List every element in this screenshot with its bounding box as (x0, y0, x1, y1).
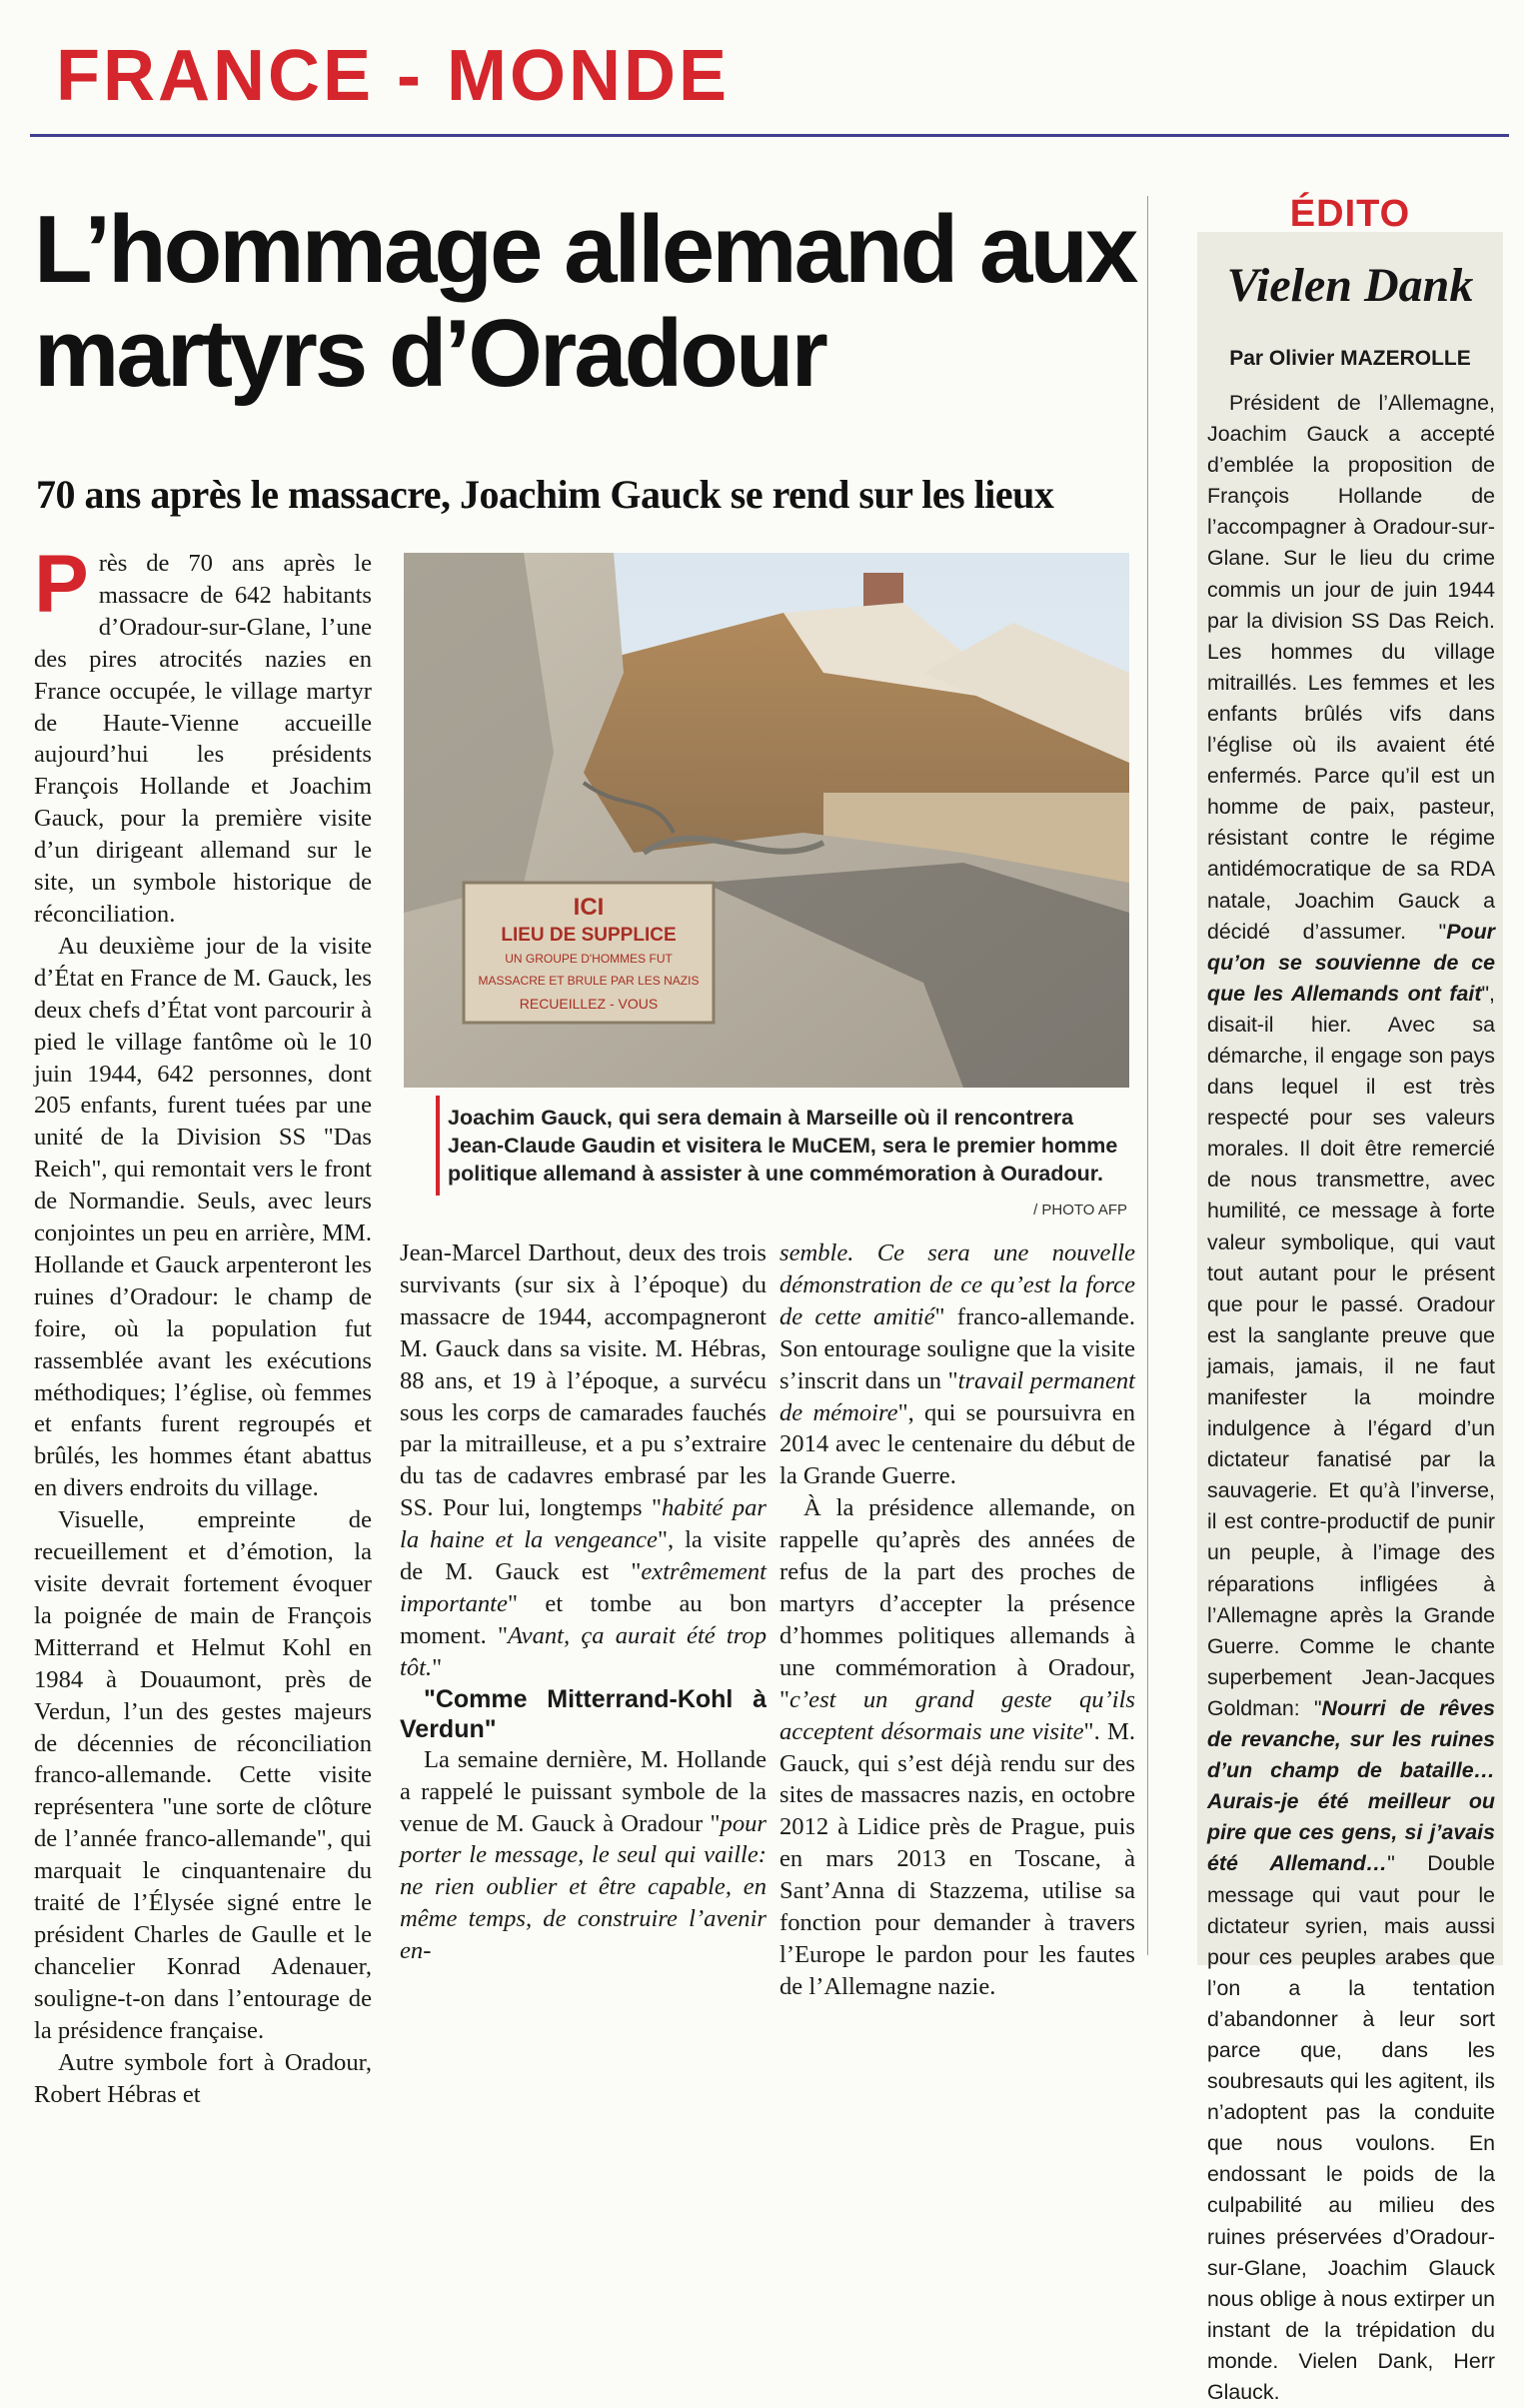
sign-line: MASSACRE ET BRULE PAR LES NAZIS (478, 974, 700, 988)
article-column-3 (779, 1237, 1135, 2000)
article-column-1 (34, 539, 372, 2108)
rubric-rule (30, 134, 1509, 137)
sign-line: RECUEILLEZ - VOUS (519, 996, 659, 1012)
article-paragraph: Au deuxième jour de la visite d’État en France de M. Gauck, les deux chefs d’État vont parcourir à pied le village fantôme où le 10 juin 1944, 642 personnes, dont 205 enfants, furent tuées par une unité de la Division SS "Das Reich", qui remontait vers le front de Normandie. Seuls, avec leurs conjointes un peu en arrière, MM. Hollande et Gauck arpenteront les ruines d’Oradour: le champ de foire, où la population fut rassemblée avant les exécutions méthodiques; l’église, où femmes et enfants furent regroupés et brûlés, les hommes étant abattus en divers endroits du village. (34, 932, 372, 1502)
edito-title: Vielen Dank (1226, 259, 1474, 312)
article-paragraph: Jean-Marcel Darthout, deux des trois survivants (sur six à l’époque) du massacre de 1944, accompagneront M. Gauck dans sa visite. M. Hébras, 88 ans, et 19 à l’époque, a survécu sous les corps de camarades fauchés par la mitrailleuse, et a pu s’extraire du tas de cadavres embrasé par les SS. Pour lui, longtemps "habité par la haine et la vengeance", la visite de M. Gauck est "extrêmement importante" et tombe au bon moment. "Avant, ça aurait été trop tôt." (400, 1239, 766, 1681)
section-rubric: FRANCE - MONDE (56, 36, 730, 116)
article-paragraph: À la présidence allemande, on rappelle qu’après des années de refus de la part des proches de martyrs d’accepter la présence d’hommes politiques allemands à une commémoration à Oradour, "c’est un grand geste qu’ils acceptent désormais une visite". M. Gauck, qui s’est déjà rendu sur des sites de massacres nazis, en octobre 2012 à Lidice près de Prague, puis en mars 2013 en Toscane, à Sant’Anna di Stazzema, utilise sa fonction pour demander à travers l’Europe le pardon pour les fautes de l’Allemagne nazie. (779, 1494, 1135, 2000)
subheadline: 70 ans après le massacre, Joachim Gauck se rend sur les lieux (36, 472, 1054, 517)
sign-line: ICI (573, 894, 605, 921)
edito-author: Par Olivier MAZEROLLE (1229, 347, 1471, 370)
photo-credit: / PHOTO AFP (1033, 1202, 1127, 1218)
article-paragraph: semble. Ce sera une nouvelle démonstration de ce qu’est la force de cette amitié" franco-allemande. Son entourage souligne que la visite s’inscrit dans un "travail permanent de mémoire", qui se poursuivra en 2014 avec le centenaire du début de la Grande Guerre. (779, 1239, 1135, 1490)
article-paragraph: La semaine dernière, M. Hollande a rappelé le puissant symbole de la venue de M. Gauck à Oradour "pour porter le message, le seul qui vaille: ne rien oublier et être capable, en même temps, de construire l’avenir en- (400, 1745, 766, 1965)
edito-text: Président de l’Allemagne, Joachim Gauck a accepté d’emblée la proposition de François Hollande de l’accompagner à Oradour-sur-Glane. Sur le lieu du crime commis un jour de juin 1944 par la division SS Das Reich. Les hommes du village mitraillés. Les femmes et les enfants brûlés vifs dans l’église où ils avaient été enfermés. Parce qu’il est un homme de paix, pasteur, résistant contre le régime antidémocratique de sa RDA natale, Joachim Gauck a décidé d’assumer. "Pour qu’on se souvienne de ce que les Allemands ont fait", disait-il hier. Avec sa démarche, il engage son pays dans lequel il est très respecté pour ses valeurs morales. Il doit être remercié de nous transmettre, avec humilité, ce message à forte valeur symbolique, qui vaut tout autant pour le présent que pour le passé. Oradour est la sanglante preuve que jamais, jamais, il ne faut manifester la moindre indulgence à l’égard d’un dictateur fanatisé par la sauvagerie. Et qu’à l’inverse, il est contre-productif de punir un peuple, à l’image des réparations infligées à l’Allemagne après la Grande Guerre. Comme le chante superbement Jean-Jacques Goldman: "Nourri de rêves de revanche, sur les ruines d’un champ de bataille… Aurais-je été meilleur ou pire que ces gens, si j’avais été Allemand…" Double message qui vaut pour le dictateur syrien, mais aussi pour ces peuples arabes que l’on a la tentation d’abandonner à leur sort parce que, dans les soubresauts qui les agitent, ils n’adoptent pas la conduite que nous voulons. En endossant le poids de la culpabilité au milieu des ruines préservées d’Oradour-sur-Glane, Joachim Glauck nous oblige à nous extirper un instant de la trépidation du monde. Vielen Dank, Herr Glauck. (1207, 391, 1495, 2404)
caption-accent-bar (436, 1096, 440, 1196)
intertitle: "Comme Mitterrand-Kohl à Verdun" (400, 1684, 766, 1743)
article-paragraph: Autre symbole fort à Oradour, Robert Hébras et (34, 2048, 372, 2108)
article-paragraph (34, 539, 372, 931)
photo-ruins-image (404, 553, 1129, 1088)
sign-line: LIEU DE SUPPLICE (501, 925, 677, 946)
drop-cap: P (34, 539, 89, 630)
column-divider (1147, 196, 1148, 1955)
article-column-2 (400, 1237, 766, 1967)
article-paragraph: Visuelle, empreinte de recueillement et d’émotion, la visite devrait fortement évoquer la poignée de main de François Mitterrand et Helmut Kohl en 1984 à Douaumont, près de Verdun, l’un des gestes majeurs de décennies de réconciliation franco-allemande. Cette visite représentera "une sorte de clôture de l’année franco-allemande", qui marquait le cinquantenaire du traité de l’Élysée signé entre le président Charles de Gaulle et le chancelier Konrad Adenauer, souligne-t-on dans l’entourage de la présidence française. (34, 1506, 372, 2044)
sign-line: UN GROUPE D'HOMMES FUT (505, 952, 673, 966)
headline: L’hommage allemand aux martyrs d’Oradour (34, 196, 1136, 407)
paragraph-text: rès de 70 ans après le massacre de 642 habitants d’Oradour-sur-Glane, l’une des pires atrocités nazies en France occupée, le village martyr de Haute-Vienne accueille aujourd’hui les présidents François Hollande et Joachim Gauck, pour la première visite d’un dirigeant allemand sur le site, un symbole historique de réconciliation. (34, 550, 372, 928)
news-photo (404, 553, 1129, 1088)
photo-caption: Joachim Gauck, qui sera demain à Marseille où il rencontrera Jean-Claude Gaudin et visitera le MuCEM, sera le premier homme politique allemand à assister à une commémoration à Ouradour. (448, 1106, 1118, 1186)
edito-label: ÉDITO (1289, 193, 1411, 235)
